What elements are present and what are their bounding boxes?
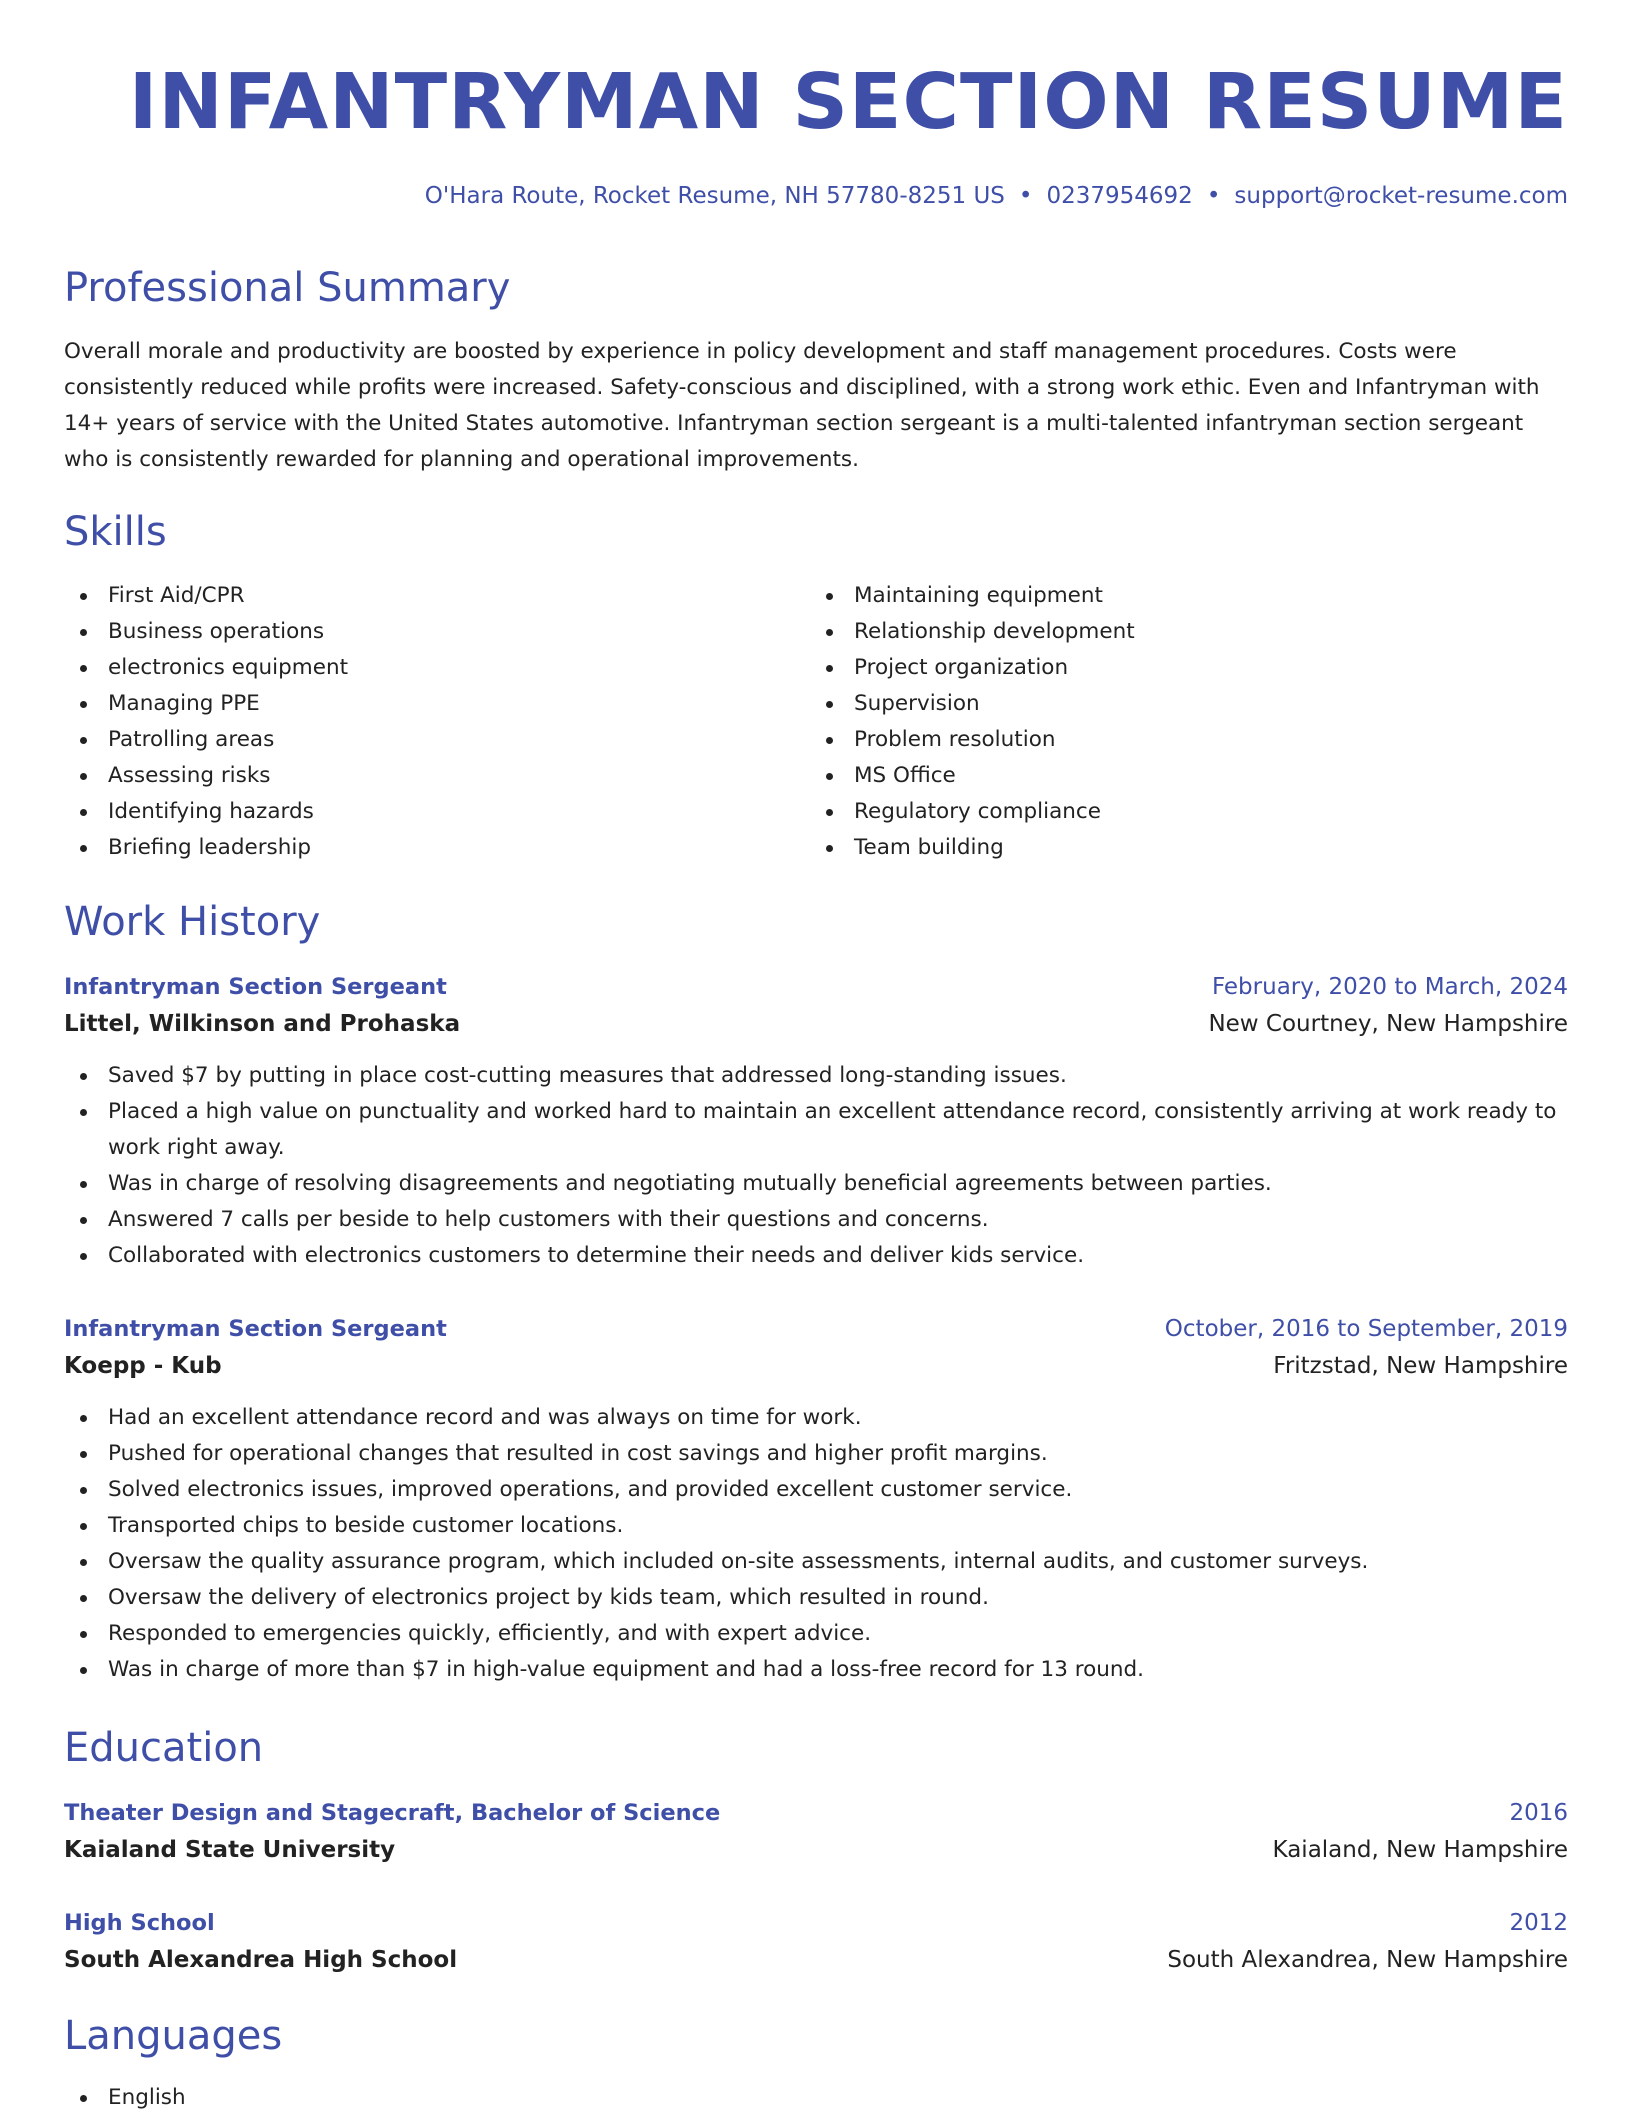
skill-item: Regulatory compliance	[854, 794, 1548, 830]
education-subheader	[64, 1830, 1568, 1870]
education-heading: Education	[64, 1725, 264, 1771]
job-bullet: Had an excellent attendance record and was always on time for work.	[108, 1400, 1568, 1436]
skill-item: Identifying hazards	[108, 794, 806, 830]
education-header	[64, 1906, 1568, 1940]
job-bullet: Saved $7 by putting in place cost-cutting measures that addressed long-standing issues.	[108, 1058, 1568, 1094]
job-bullet: Was in charge of more than $7 in high-value equipment and had a loss-free record for 13 round.	[108, 1652, 1568, 1688]
contact-line	[425, 180, 1568, 212]
job-bullets	[64, 1058, 1568, 1274]
job-company: Koepp - Kub	[64, 1353, 222, 1379]
job-entry	[64, 1312, 1568, 1688]
job-role: Infantryman Section Sergeant	[64, 974, 447, 1000]
job-location: New Courtney, New Hampshire	[1208, 1011, 1568, 1037]
skill-item: Assessing risks	[108, 758, 806, 794]
contact-phone: 0237954692	[1046, 183, 1193, 209]
languages-heading: Languages	[64, 2013, 283, 2059]
education-school: Kaialand State University	[64, 1837, 396, 1863]
skills-column-left	[64, 578, 806, 866]
skill-item: MS Office	[854, 758, 1548, 794]
skill-item: Project organization	[854, 650, 1548, 686]
work-history-heading: Work History	[64, 899, 321, 945]
job-dates: February, 2020 to March, 2024	[1211, 974, 1568, 1000]
education-school: South Alexandrea High School	[64, 1947, 458, 1973]
resume-title: INFANTRYMAN SECTION RESUME	[128, 58, 1568, 147]
skill-item: Supervision	[854, 686, 1548, 722]
education-degree: High School	[64, 1910, 215, 1936]
skill-item: Problem resolution	[854, 722, 1548, 758]
language-item: English	[108, 2080, 1612, 2116]
skill-item: Briefing leadership	[108, 830, 806, 866]
job-entry	[64, 970, 1568, 1274]
education-year: 2012	[1509, 1910, 1568, 1936]
job-subheader	[64, 1346, 1568, 1386]
job-company: Littel, Wilkinson and Prohaska	[64, 1011, 461, 1037]
skills-column-right	[806, 578, 1548, 866]
skills-heading: Skills	[64, 509, 167, 555]
job-subheader	[64, 1004, 1568, 1044]
skill-item: Team building	[854, 830, 1548, 866]
skills-list	[64, 578, 1568, 866]
education-year: 2016	[1509, 1800, 1568, 1826]
skill-item: First Aid/CPR	[108, 578, 806, 614]
job-bullet: Was in charge of resolving disagreements and negotiating mutually beneficial agreements between parties.	[108, 1166, 1568, 1202]
skill-item: Patrolling areas	[108, 722, 806, 758]
job-bullet: Oversaw the quality assurance program, which included on-site assessments, internal audits, and customer surveys.	[108, 1544, 1568, 1580]
skill-item: electronics equipment	[108, 650, 806, 686]
job-bullet: Responded to emergencies quickly, efficiently, and with expert advice.	[108, 1616, 1568, 1652]
education-header	[64, 1796, 1568, 1830]
job-location: Fritzstad, New Hampshire	[1273, 1353, 1568, 1379]
languages-list	[64, 2080, 1612, 2116]
education-degree: Theater Design and Stagecraft, Bachelor of Science	[64, 1800, 721, 1826]
education-subheader	[64, 1940, 1568, 1980]
job-bullet: Transported chips to beside customer locations.	[108, 1508, 1568, 1544]
education-entry	[64, 1796, 1568, 1870]
job-bullet: Placed a high value on punctuality and worked hard to maintain an excellent attendance record, consistently arriving at work ready to work right away.	[108, 1094, 1568, 1166]
education-entry	[64, 1906, 1568, 1980]
job-dates: October, 2016 to September, 2019	[1164, 1316, 1568, 1342]
contact-separator: •	[1018, 183, 1033, 209]
skill-item: Maintaining equipment	[854, 578, 1548, 614]
job-header	[64, 970, 1568, 1004]
contact-address: O'Hara Route, Rocket Resume, NH 57780-8251 US	[424, 183, 1005, 209]
job-bullet: Pushed for operational changes that resulted in cost savings and higher profit margins.	[108, 1436, 1568, 1472]
education-location: South Alexandrea, New Hampshire	[1167, 1947, 1568, 1973]
job-bullets	[64, 1400, 1568, 1688]
job-header	[64, 1312, 1568, 1346]
job-bullet: Oversaw the delivery of electronics project by kids team, which resulted in round.	[108, 1580, 1568, 1616]
contact-email: support@rocket-resume.com	[1234, 183, 1568, 209]
skill-item: Relationship development	[854, 614, 1548, 650]
job-bullet: Answered 7 calls per beside to help customers with their questions and concerns.	[108, 1202, 1568, 1238]
summary-text: Overall morale and productivity are boosted by experience in policy development and staff management procedures. Costs were consistently reduced while profits were increased. Safety-conscious and disciplined, with a strong work ethic. Even and Infantryman with 14+ years of service with the United States automotive. Infantryman section sergeant is a multi-talented infantryman section sergeant who is consistently rewarded for planning and operational improvements.	[64, 339, 1540, 472]
job-bullet: Collaborated with electronics customers to determine their needs and deliver kids service.	[108, 1238, 1568, 1274]
job-role: Infantryman Section Sergeant	[64, 1316, 447, 1342]
summary-heading: Professional Summary	[64, 265, 511, 311]
education-location: Kaialand, New Hampshire	[1272, 1837, 1568, 1863]
skill-item: Business operations	[108, 614, 806, 650]
job-bullet: Solved electronics issues, improved operations, and provided excellent customer service.	[108, 1472, 1568, 1508]
skill-item: Managing PPE	[108, 686, 806, 722]
contact-separator: •	[1206, 183, 1221, 209]
